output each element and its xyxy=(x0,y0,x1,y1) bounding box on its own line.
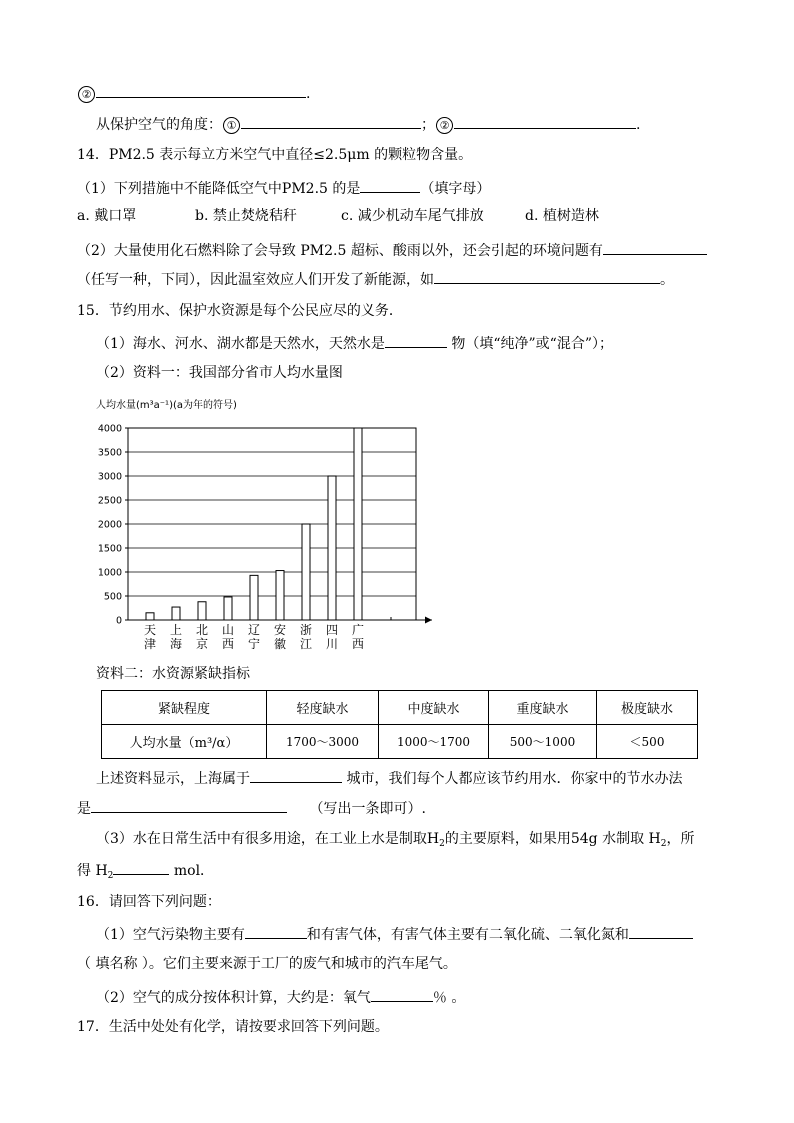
chart-xtick-label: 四 xyxy=(325,623,339,637)
chart-xtick-label: 京 xyxy=(195,637,209,651)
table-cell: 人均水量（m³/α） xyxy=(102,725,267,759)
chart-xtick-label: 浙 xyxy=(299,623,313,637)
chart-bar xyxy=(198,602,206,620)
chart-xtick-label: 上 xyxy=(169,623,183,637)
chart-x-axis-arrow xyxy=(425,617,432,624)
chart-xtick-label: 山 xyxy=(221,623,235,637)
table-cell: 1000～1700 xyxy=(379,725,489,759)
table-cell: ＜500 xyxy=(597,725,698,759)
q14-option-d: d. 植树造林 xyxy=(525,208,599,224)
chart-ytick-label: 0 xyxy=(115,615,122,627)
water-per-capita-chart xyxy=(90,392,450,657)
answer-blank[interactable] xyxy=(96,83,306,98)
chart-ytick-label: 1500 xyxy=(97,543,122,555)
table-row xyxy=(102,691,698,725)
q16-part1-line2: （ 填名称 ）。它们主要来源于工厂的废气和城市的汽车尾气。 xyxy=(77,956,457,972)
chart-bar xyxy=(302,524,310,620)
circle-number-1: ① xyxy=(223,117,240,134)
answer-blank[interactable] xyxy=(250,768,342,783)
answer-blank[interactable] xyxy=(371,987,433,1002)
table-header: 轻度缺水 xyxy=(267,691,379,725)
chart-xtick-label: 海 xyxy=(169,637,183,651)
q16-part1: （1）空气污染物主要有 和有害气体，有害气体主要有二氧化硫、二氧化氮和 xyxy=(96,924,693,944)
question-16-title: 16．请回答下列问题： xyxy=(77,894,221,910)
question-17-title: 17．生活中处处有化学，请按要求回答下列问题。 xyxy=(77,1019,389,1035)
chart-xtick-label: 安 xyxy=(273,623,287,637)
chart-bar xyxy=(146,613,154,620)
answer-blank[interactable] xyxy=(245,924,307,939)
chart-ytick-label: 2500 xyxy=(97,495,122,507)
chart-xtick-label: 江 xyxy=(299,637,313,651)
chart-xtick-label: 西 xyxy=(351,637,365,651)
question-14-title: 14．PM2.5 表示每立方米空气中直径≤2.5μm 的颗粒物含量。 xyxy=(77,147,473,163)
chart-xtick-label: 宁 xyxy=(247,637,261,651)
q14-option-a: a. 戴口罩 xyxy=(77,208,137,224)
chart-ylabel: 人均水量(m³a⁻¹)(a为年的符号) xyxy=(96,400,237,411)
answer-blank[interactable] xyxy=(113,860,169,875)
q15-part3: （3）水在日常生活中有很多用途，在工业上水是制取$H_2$的主要原料，如果用54g 水制取 $H_2$，所 xyxy=(96,831,695,849)
table-header: 中度缺水 xyxy=(379,691,489,725)
table-row xyxy=(102,725,698,759)
chart-bar xyxy=(276,571,284,620)
answer-blank[interactable] xyxy=(91,798,287,813)
chart-xtick-label: 广 xyxy=(351,623,365,637)
table-cell: 500～1000 xyxy=(489,725,597,759)
q14-option-b: b. 禁止焚烧秸秆 xyxy=(195,208,297,224)
circle-number-2: ② xyxy=(78,86,95,103)
question-15-title: 15．节约用水、保护水资源是每个公民应尽的义务． xyxy=(77,303,403,319)
water-shortage-table xyxy=(101,690,698,759)
answer-blank[interactable] xyxy=(241,114,421,129)
q14-part2-line2: （任写一种，下同），因此温室效应人们开发了新能源，如 。 xyxy=(77,269,674,289)
q16-part2: （2）空气的成分按体积计算，大约是：氧气 ％ 。 xyxy=(96,987,465,1007)
chart-xtick-label: 津 xyxy=(143,637,157,651)
protect-air-line: 从保护空气的角度： ① ； ② . xyxy=(96,114,640,134)
chart-ytick-label: 1000 xyxy=(97,567,122,579)
answer-blank[interactable] xyxy=(434,269,660,284)
q14-part2: （2）大量使用化石燃料除了会导致 PM2.5 超标、酸雨以外，还会引起的环境问题有 xyxy=(77,240,707,260)
answer-blank[interactable] xyxy=(629,924,693,939)
q15-conclusion: 上述资料显示，上海属于 城市，我们每个人都应该节约用水．你家中的节水办法 xyxy=(96,768,682,788)
chart-xtick-label: 天 xyxy=(143,623,157,637)
answer-blank[interactable] xyxy=(603,240,707,255)
chart-ytick-label: 3500 xyxy=(97,447,122,459)
table-header: 极度缺水 xyxy=(597,691,698,725)
table-header: 重度缺水 xyxy=(489,691,597,725)
chart-bar xyxy=(224,597,232,620)
table-header: 紧缺程度 xyxy=(102,691,267,725)
chart-bar xyxy=(354,428,362,620)
chart-ytick-label: 3000 xyxy=(97,471,122,483)
answer-blank[interactable] xyxy=(360,178,420,193)
circle-number-2: ② xyxy=(436,117,453,134)
q15-conclusion-line2: 是 （写出一条即可）. xyxy=(77,798,426,818)
q15-part2: （2）资料一：我国部分省市人均水量图 xyxy=(96,365,343,381)
chart-bar xyxy=(172,607,180,620)
chart-xtick-label: 西 xyxy=(221,637,235,651)
chart-xtick-label: 北 xyxy=(195,623,209,637)
table-cell: 1700～3000 xyxy=(267,725,379,759)
chart-xtick-label: 徽 xyxy=(273,637,287,651)
chart-ytick-label: 500 xyxy=(103,591,122,603)
q15-part3-line2: 得 $H_2$ mol． xyxy=(77,860,214,885)
answer-blank[interactable] xyxy=(454,114,636,129)
chart-xtick-label: 川 xyxy=(325,637,339,651)
chart-xtick-label: 辽 xyxy=(247,623,261,637)
answer-blank[interactable] xyxy=(385,333,447,348)
answer-line-2: ② . xyxy=(77,83,310,103)
q14-option-c: c. 减少机动车尾气排放 xyxy=(341,208,484,224)
chart-ytick-label: 4000 xyxy=(97,423,122,435)
chart-bar xyxy=(328,476,336,620)
q15-part1: （1）海水、河水、湖水都是天然水，天然水是 物（填“纯净”或“混合”）； xyxy=(96,333,613,353)
q14-part1: （1）下列措施中不能降低空气中PM2.5 的是 （填字母） xyxy=(77,178,490,198)
chart-bar xyxy=(250,575,258,620)
chart-ytick-label: 2000 xyxy=(97,519,122,531)
info2-title: 资料二：水资源紧缺指标 xyxy=(96,666,250,682)
